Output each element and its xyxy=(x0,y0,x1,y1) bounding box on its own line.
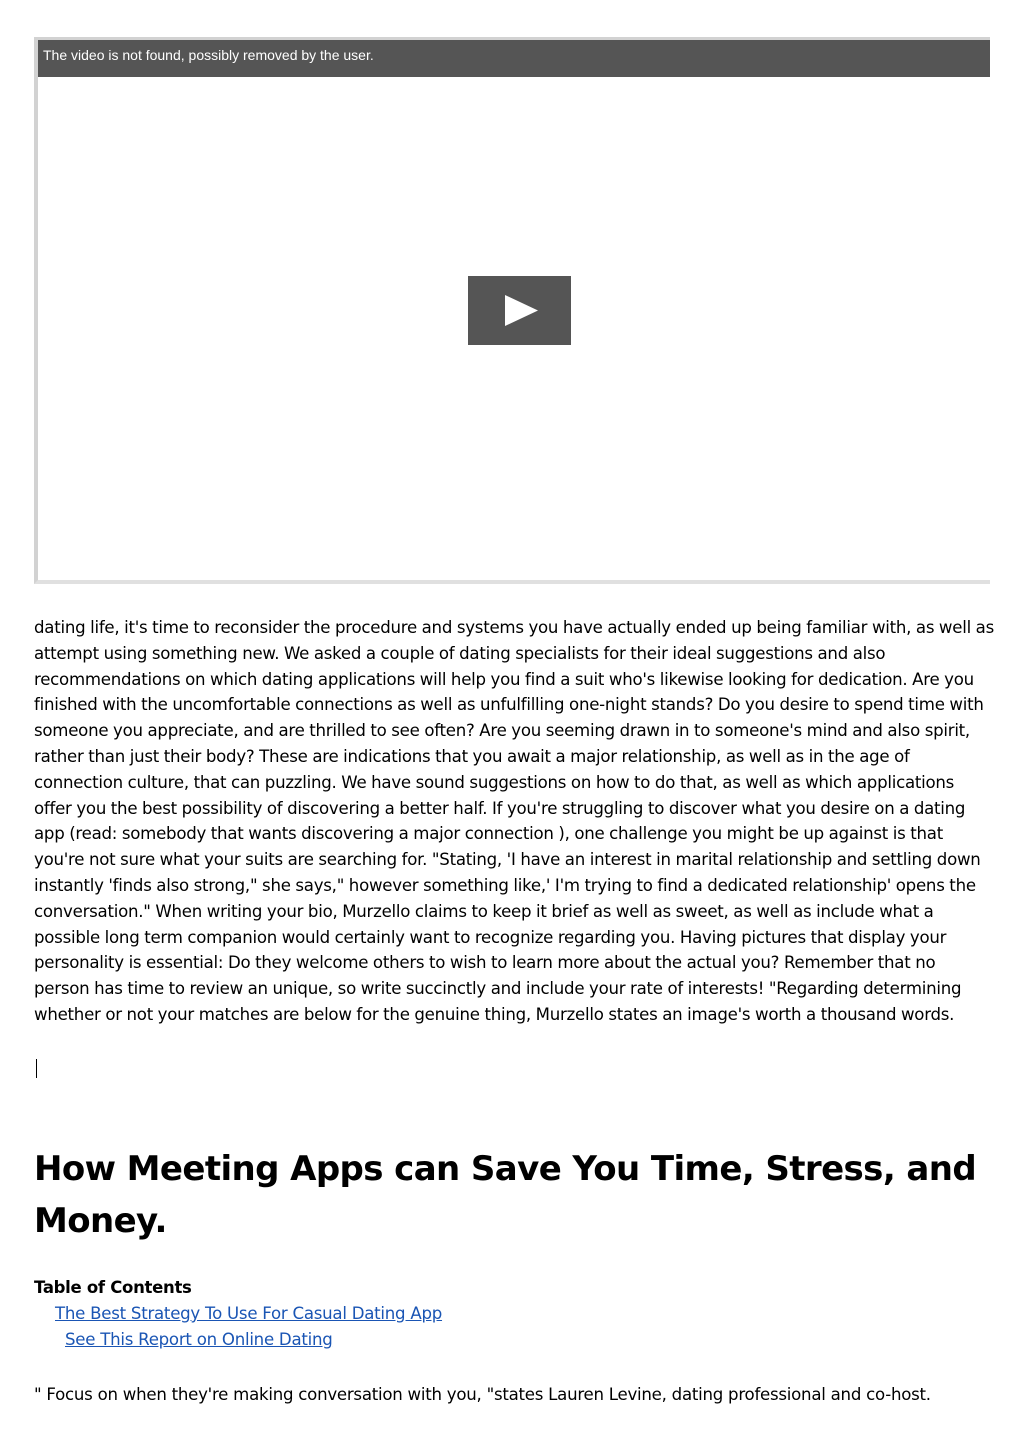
video-play-button[interactable] xyxy=(468,276,571,345)
embedded-video-player[interactable] xyxy=(34,37,990,584)
toc-link-online-dating-report[interactable]: See This Report on Online Dating xyxy=(65,1330,333,1349)
play-icon xyxy=(468,276,571,345)
text-cursor-mark xyxy=(36,1059,37,1078)
video-title-bar xyxy=(38,40,990,77)
intro-paragraph: dating life, it's time to reconsider the procedure and systems you have actually ended up being familiar with, as well as attempt using something new. We asked a couple of dating specialists for their ideal suggestions and also recommendations on which dating applications will help you find a suit who's likewise looking for dedication. Are you finished with the uncomfortable connections as well as unfulfilling one-night stands? Do you desire to spend time with someone you appreciate, and are thrilled to see often? Are you seeming drawn in to someone's mind and also spirit, rather than just their body? These are indications that you await a major relationship, as well as in the age of connection culture, that can puzzling. We have sound suggestions on how to do that, as well as which applications offer you the best possibility of discovering a better half. If you're struggling to discover what you desire on a dating app (read: somebody that wants discovering a major connection ), one challenge you might be up against is that you're not sure what your suits are searching for. "Stating, 'I have an interest in marital relationship and settling down instantly 'finds also strong," she says," however something like,' I'm trying to find a dedicated relationship' opens the conversation." When writing your bio, Murzello claims to keep it brief as well as sweet, as well as include what a possible long term companion would certainly want to recognize regarding you. Having pictures that display your personality is essential: Do they welcome others to wish to learn more about the actual you? Remember that no person has time to review an unique, so write succinctly and include your rate of interests! "Regarding determining whether or not your matches are below for the genuine thing, Murzello states an image's worth a thousand words. xyxy=(34,618,994,1024)
closing-paragraph: " Focus on when they're making conversation with you, "states Lauren Levine, dating professional and co-host. xyxy=(34,1385,931,1404)
video-not-found-message: The video is not found, possibly removed by the user. xyxy=(43,47,374,63)
toc-link-casual-dating-app[interactable]: The Best Strategy To Use For Casual Dating App xyxy=(55,1304,443,1323)
section-heading: How Meeting Apps can Save You Time, Stress, and Money. xyxy=(34,1149,977,1241)
table-of-contents-title: Table of Contents xyxy=(34,1278,192,1297)
